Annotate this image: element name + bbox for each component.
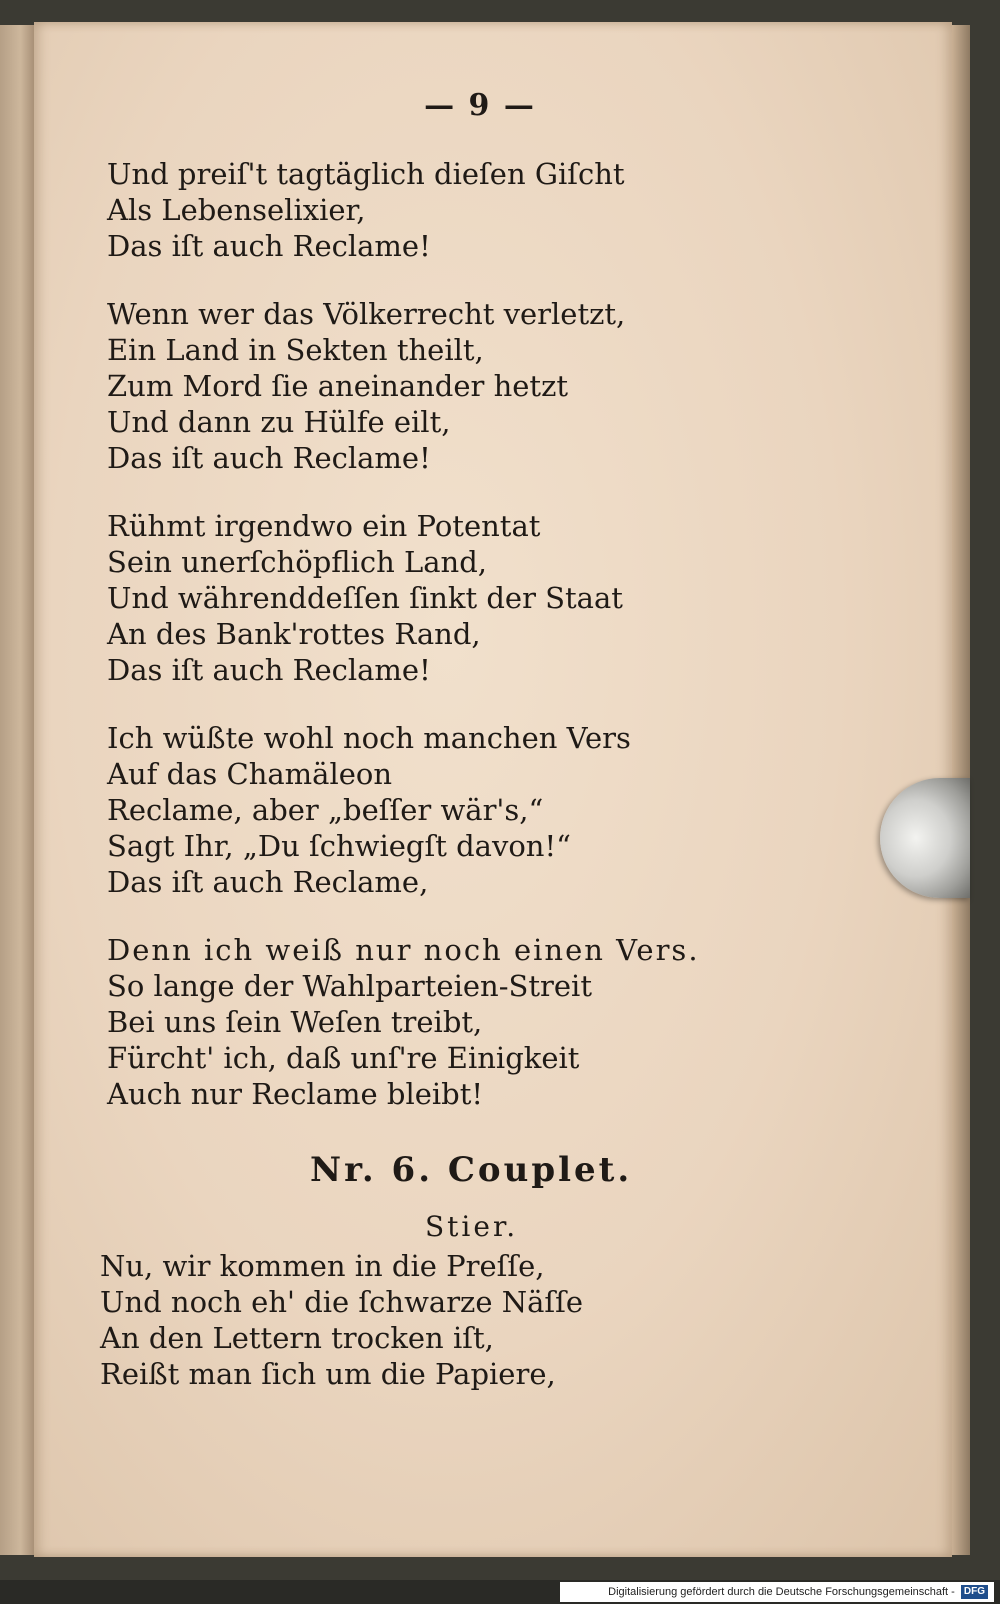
verse-line: Das iſt auch Reclame! — [107, 653, 431, 687]
verse-line: Auch nur Reclame bleibt! — [107, 1077, 484, 1111]
verse-line: An des Bank'rottes Rand, — [107, 617, 481, 651]
verse-line: Ich wüßte wohl noch manchen Vers — [107, 721, 631, 755]
verse-line: Und dann zu Hülfe eilt, — [107, 405, 451, 439]
verse-line: Wenn wer das Völkerrecht verletzt, — [107, 297, 626, 331]
verse-line: Als Lebenselixier, — [107, 193, 366, 227]
digitization-credit — [560, 1582, 994, 1602]
verse-line: Zum Mord ſie aneinander hetzt — [107, 369, 569, 403]
verse-line: Rühmt irgendwo ein Potentat — [107, 509, 541, 543]
verse-line: Und währenddeſſen ſinkt der Staat — [107, 581, 623, 615]
song-heading: Nr. 6. Couplet. — [310, 1150, 633, 1190]
verse-line: Und noch eh' die ſchwarze Näſſe — [100, 1285, 584, 1319]
verse-line: Bei uns ſein Weſen treibt, — [107, 1005, 483, 1039]
verse-line: Denn ich weiß nur noch einen Vers. — [107, 933, 700, 967]
previous-page-edge — [0, 25, 34, 1555]
verse-line: Sein unerſchöpflich Land, — [107, 545, 488, 579]
credit-text: Digitalisierung gefördert durch die Deutsche Forschungsgemeinschaft - — [608, 1586, 955, 1598]
verse-line: Ein Land in Sekten theilt, — [107, 333, 484, 367]
verse-line: So lange der Wahlparteien-Streit — [107, 969, 592, 1003]
verse-line: An den Lettern trocken iſt, — [100, 1321, 494, 1355]
verse-line: Das iſt auch Reclame! — [107, 441, 431, 475]
verse-line: Das iſt auch Reclame, — [107, 865, 429, 899]
page-number: — 9 — — [424, 88, 536, 123]
verse-line: Sagt Ihr, „Du ſchwiegſt davon!“ — [107, 829, 571, 863]
verse-line: Und preiſ't tagtäglich dieſen Giſcht — [107, 157, 625, 191]
speaker-name: Stier. — [425, 1210, 519, 1243]
verse-line: Das iſt auch Reclame! — [107, 229, 431, 263]
verse-line: Nu, wir kommen in die Preſſe, — [100, 1249, 545, 1283]
verse-line: Reclame, aber „beſſer wär's,“ — [107, 793, 544, 827]
verse-line: Fürcht' ich, daß unſ're Einigkeit — [107, 1041, 580, 1075]
verse-line: Reißt man ſich um die Papiere, — [100, 1357, 556, 1391]
dfg-logo: DFG — [961, 1585, 988, 1599]
verse-line: Auf das Chamäleon — [107, 757, 393, 791]
